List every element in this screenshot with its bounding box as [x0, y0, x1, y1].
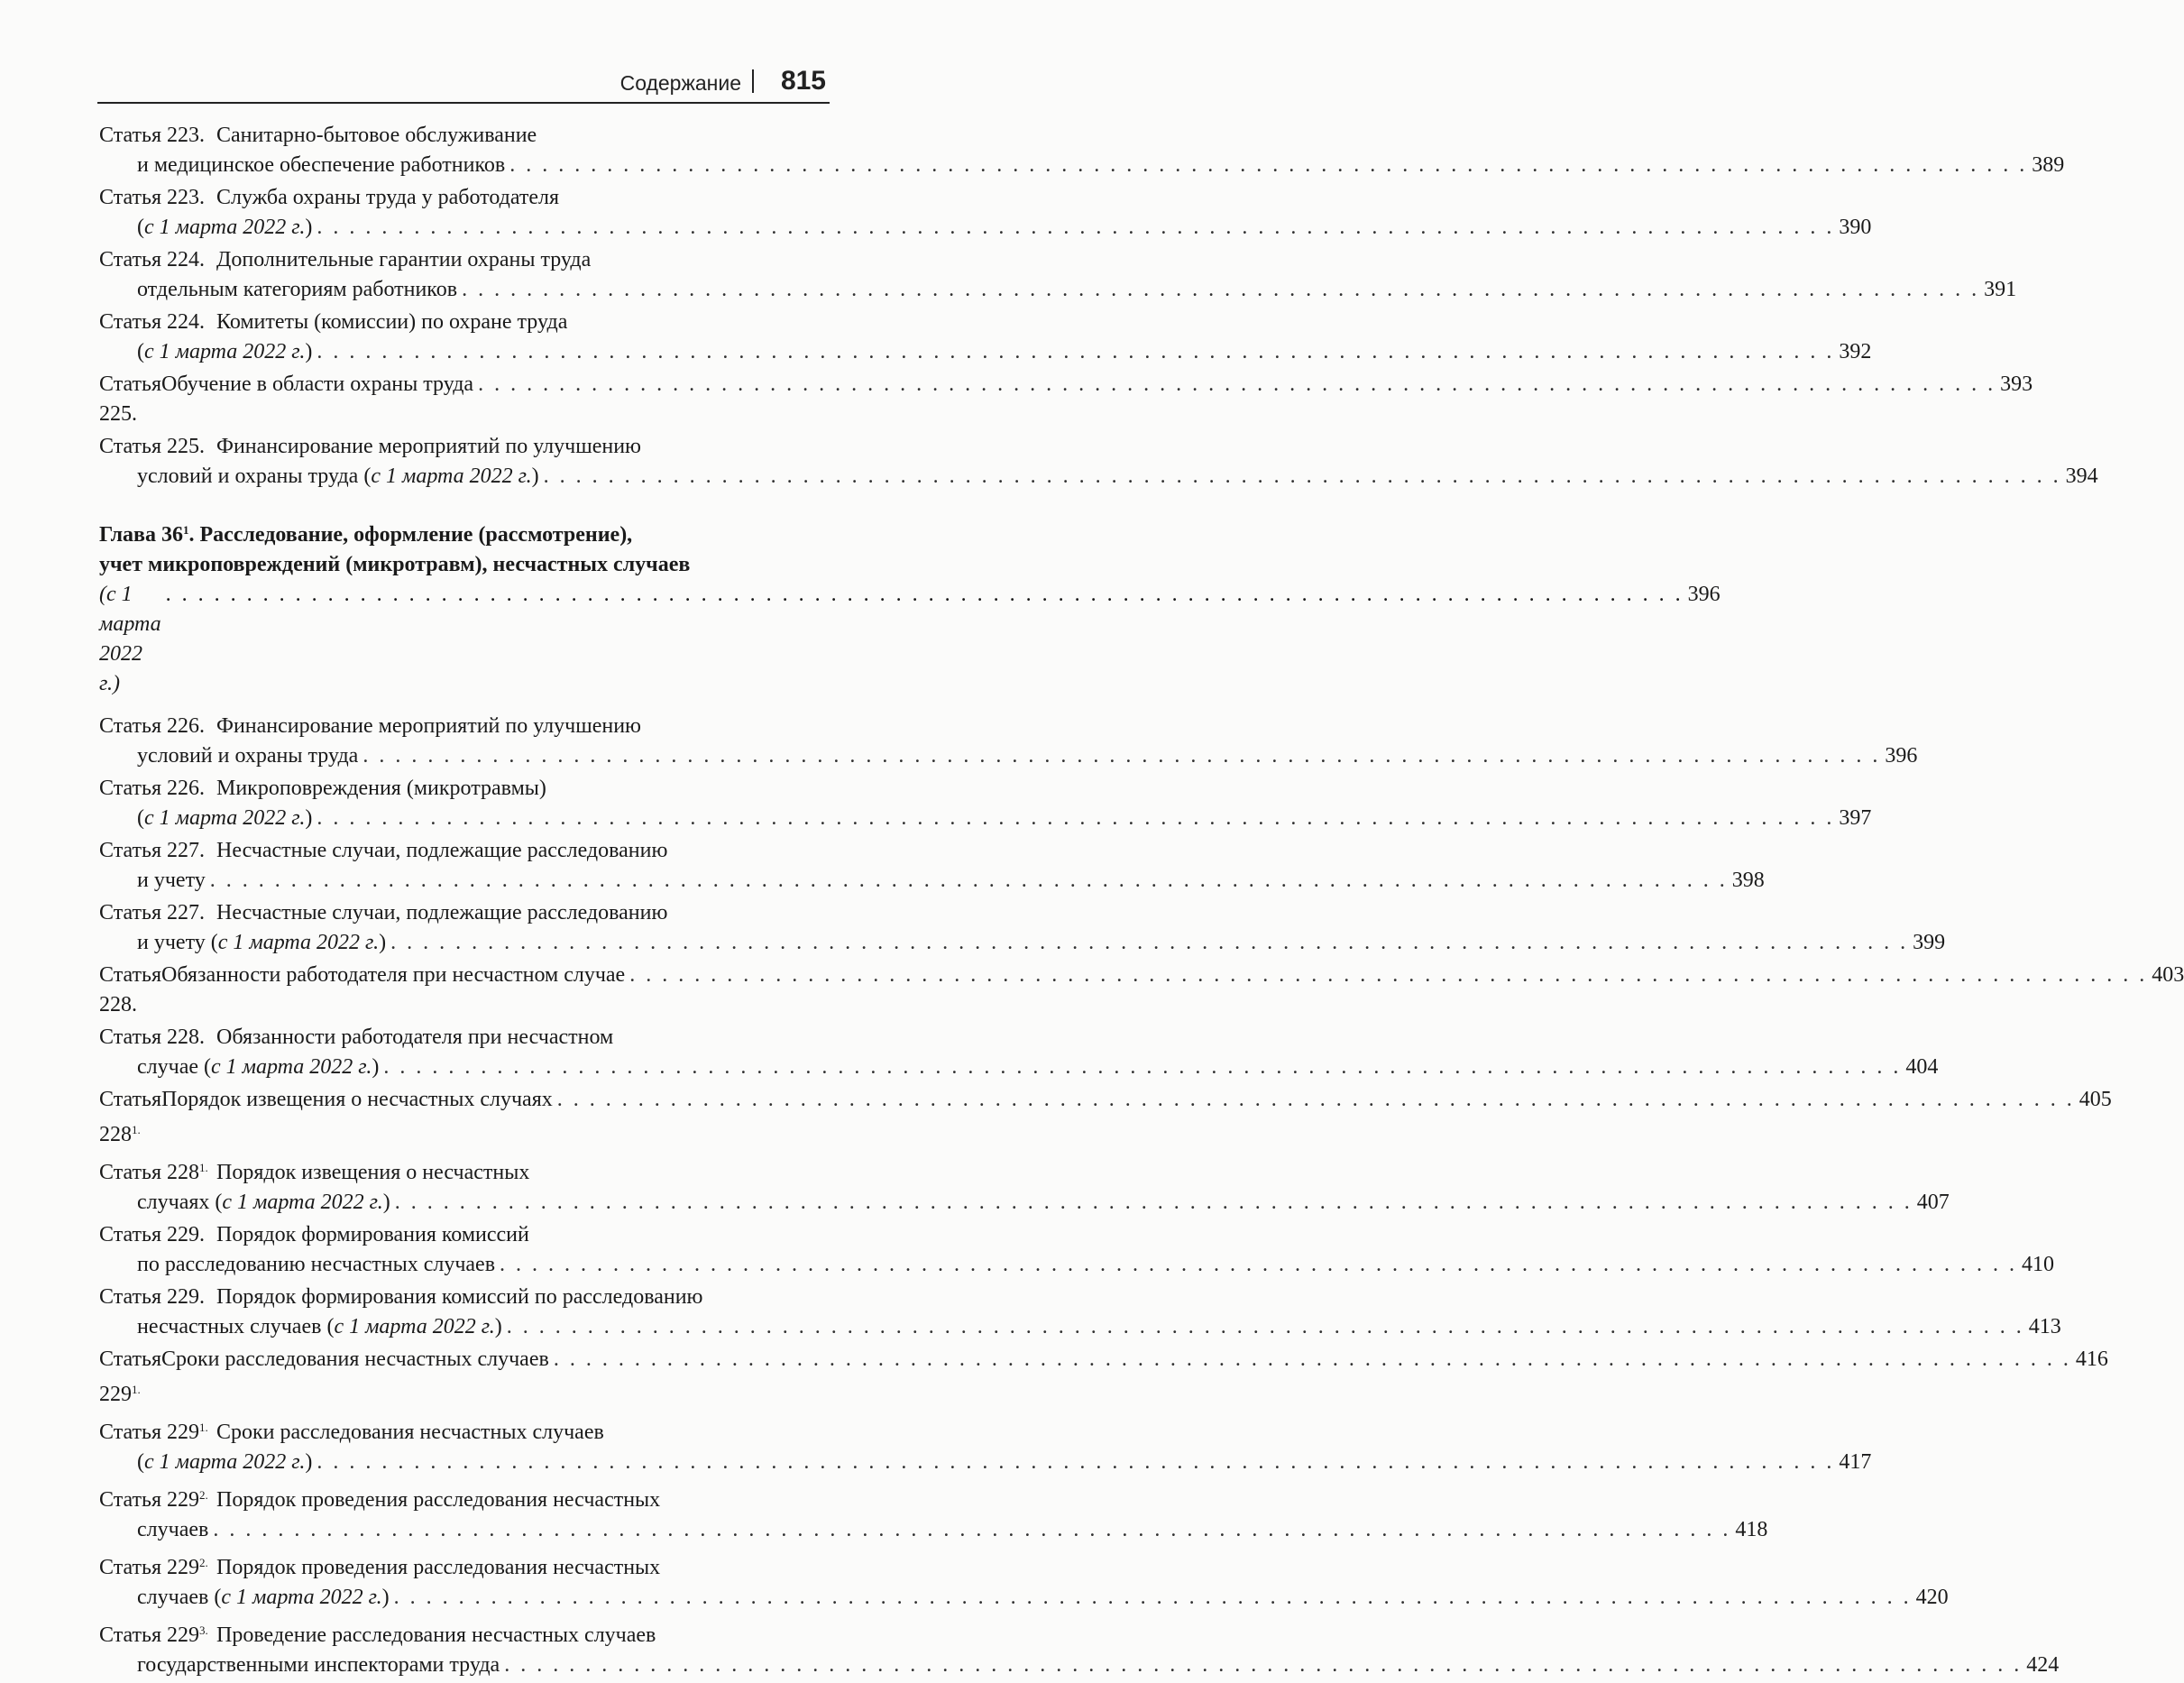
entry-page: 389 [2032, 153, 2065, 177]
chapter-page: 396 [1687, 583, 1721, 606]
article-label: Статья $229^{2.}$ [99, 1556, 208, 1579]
toc-entry [99, 308, 1872, 367]
toc-entry [99, 183, 1872, 243]
entry-page: 404 [1905, 1055, 1939, 1079]
toc-entry [99, 1153, 1950, 1218]
section-title: Содержание [619, 71, 741, 95]
chapter-date: (с 1 марта 2022 г.) [99, 583, 161, 695]
entry-title-cont: и учету [137, 869, 206, 892]
article-label: Статья 227. [99, 839, 205, 862]
article-label: Статья 223. [99, 124, 205, 147]
page-number: 815 [780, 66, 826, 96]
entry-title: Служба охраны труда у работодателя [216, 186, 560, 209]
entry-title-cont: случаев (с 1 марта 2022 г.) [137, 1586, 390, 1609]
toc-entry [99, 121, 2065, 180]
toc-entry [99, 245, 2017, 305]
entry-title-cont: случаях (с 1 марта 2022 г.) [137, 1191, 390, 1214]
entry-title: Порядок проведения расследования несчастных [216, 1488, 661, 1512]
dot-leader: . . . . . . . . . . . . . . . . . . . . . . . . . . . . . . . . . . . . . . . . . . . . . . . . . . . . . . . . . . . . . . . . . . . . . . . . . . . . . . . . . . . . . . . . . . . . . . [500, 1253, 2018, 1276]
entry-page: 391 [1984, 278, 2017, 301]
dot-leader: . . . . . . . . . . . . . . . . . . . . . . . . . . . . . . . . . . . . . . . . . . . . . . . . . . . . . . . . . . . . . . . . . . . . . . . . . . . . . . . . . . . . . . . . . . . . . . [509, 153, 2028, 177]
entry-page: 420 [1915, 1586, 1949, 1609]
chapter-title-line-1 [99, 515, 825, 550]
dot-leader: . . . . . . . . . . . . . . . . . . . . . . . . . . . . . . . . . . . . . . . . . . . . . . . . . . . . . . . . . . . . . . . . . . . . . . . . . . . . . . . . . . . . . . . . . . . . . . [543, 464, 2061, 488]
entry-page: 424 [2026, 1653, 2060, 1677]
dot-leader: . . . . . . . . . . . . . . . . . . . . . . . . . . . . . . . . . . . . . . . . . . . . . . . . . . . . . . . . . . . . . . . . . . . . . . . . . . . . . . . . . . . . . . . . . . . . . . [462, 278, 1980, 301]
article-label: Статья 224. [99, 310, 205, 334]
article-label: Статья $228^{1.}$ [99, 1161, 208, 1184]
article-label: Статья 229. [99, 1285, 205, 1309]
article-sup: 1. [132, 1123, 141, 1136]
entry-title: Порядок формирования комиссий по расследованию [216, 1285, 703, 1309]
dot-leader: . . . . . . . . . . . . . . . . . . . . . . . . . . . . . . . . . . . . . . . . . . . . . . . . . . . . . . . . . . . . . . . . . . . . . . . . . . . . . . . . . . . . . . . . . . . . . . [317, 806, 1835, 830]
toc-entry [99, 370, 2033, 429]
article-sup: 1. [198, 1421, 208, 1434]
entry-page: 416 [2075, 1347, 2108, 1371]
entry-title: Проведение расследования несчастных случаев [216, 1623, 656, 1647]
entry-page: 407 [1916, 1191, 1950, 1214]
dot-leader: . . . . . . . . . . . . . . . . . . . . . . . . . . . . . . . . . . . . . . . . . . . . . . . . . . . . . . . . . . . . . . . . . . . . . . . . . . . . . . . . . . . . . . . . . . . . . . [317, 340, 1835, 363]
toc-entry [99, 1283, 2061, 1342]
dot-leader: . . . . . . . . . . . . . . . . . . . . . . . . . . . . . . . . . . . . . . . . . . . . . . . . . . . . . . . . . . . . . . . . . . . . . . . . . . . . . . . . . . . . . . . . . . . . . . [504, 1653, 2023, 1677]
entry-title-cont: государственными инспекторами труда [137, 1653, 500, 1677]
chapter-heading [99, 515, 1721, 699]
toc-entry [99, 1345, 2108, 1410]
toc-entry [99, 1023, 1939, 1082]
entry-page: 397 [1839, 806, 1872, 830]
article-label: Статья 227. [99, 901, 205, 924]
article-label: Статья 226. [99, 714, 205, 738]
dot-leader: . . . . . . . . . . . . . . . . . . . . . . . . . . . . . . . . . . . . . . . . . . . . . . . . . . . . . . . . . . . . . . . . . . . . . . . . . . . . . . . . . . . . . . . . . . . . . . [165, 583, 1684, 606]
article-label: Статья $229^{1.}$ [99, 1347, 161, 1406]
article-label: Статья 228. [99, 1025, 205, 1049]
header-separator [752, 69, 754, 93]
entry-title: Обязанности работодателя при несчастном [216, 1025, 614, 1049]
entry-title-cont: (с 1 марта 2022 г.) [137, 1450, 313, 1474]
article-label: Статья 224. [99, 248, 205, 271]
entry-title-cont: по расследованию несчастных случаев [137, 1253, 496, 1276]
dot-leader: . . . . . . . . . . . . . . . . . . . . . . . . . . . . . . . . . . . . . . . . . . . . . . . . . . . . . . . . . . . . . . . . . . . . . . . . . . . . . . . . . . . . . . . . . . . . . . [209, 869, 1728, 892]
entry-title-cont: и медицинское обеспечение работников [137, 153, 506, 177]
entry-page: 413 [2028, 1315, 2061, 1338]
table-of-contents [99, 121, 2184, 1683]
toc-group-b [99, 712, 2184, 1680]
article-label: Статья 229. [99, 1223, 205, 1246]
dot-leader: . . . . . . . . . . . . . . . . . . . . . . . . . . . . . . . . . . . . . . . . . . . . . . . . . . . . . . . . . . . . . . . . . . . . . . . . . . . . . . . . . . . . . . . . . . . . . . [213, 1518, 1731, 1541]
entry-page: 392 [1839, 340, 1872, 363]
toc-entry [99, 1615, 2060, 1680]
toc-entry [99, 712, 1918, 771]
entry-title-cont: случае (с 1 марта 2022 г.) [137, 1055, 380, 1079]
entry-title: Финансирование мероприятий по улучшению [216, 435, 641, 458]
entry-page: 405 [2078, 1088, 2112, 1111]
dot-leader: . . . . . . . . . . . . . . . . . . . . . . . . . . . . . . . . . . . . . . . . . . . . . . . . . . . . . . . . . . . . . . . . . . . . . . . . . . . . . . . . . . . . . . . . . . . . . . [394, 1191, 1913, 1214]
entry-title: Микроповреждения (микротравмы) [216, 777, 546, 800]
entry-page: 417 [1839, 1450, 1872, 1474]
article-sup: 2. [198, 1556, 208, 1569]
dot-leader: . . . . . . . . . . . . . . . . . . . . . . . . . . . . . . . . . . . . . . . . . . . . . . . . . . . . . . . . . . . . . . . . . . . . . . . . . . . . . . . . . . . . . . . . . . . . . . [362, 744, 1881, 768]
toc-entry [99, 1412, 1872, 1477]
entry-title-cont: (с 1 марта 2022 г.) [137, 806, 313, 830]
chapter-title-line-2: учет микроповреждений (микротравм), несчастных случаев [99, 553, 691, 576]
article-sup: 2. [198, 1488, 208, 1502]
dot-leader: . . . . . . . . . . . . . . . . . . . . . . . . . . . . . . . . . . . . . . . . . . . . . . . . . . . . . . . . . . . . . . . . . . . . . . . . . . . . . . . . . . . . . . . . . . . . . . [506, 1315, 2024, 1338]
entry-page: 398 [1731, 869, 1765, 892]
entry-page: 410 [2022, 1253, 2055, 1276]
entry-title: Порядок извещения о несчастных [216, 1161, 530, 1184]
entry-title-cont: (с 1 марта 2022 г.) [137, 216, 313, 239]
article-label: Статья 223. [99, 186, 205, 209]
entry-page: 399 [1913, 931, 1946, 954]
dot-leader: . . . . . . . . . . . . . . . . . . . . . . . . . . . . . . . . . . . . . . . . . . . . . . . . . . . . . . . . . . . . . . . . . . . . . . . . . . . . . . . . . . . . . . . . . . . . . . [629, 963, 2148, 987]
article-label: Статья 225. [99, 435, 205, 458]
entry-page: 396 [1885, 744, 1918, 768]
article-sup: 3. [198, 1623, 208, 1637]
dot-leader: . . . . . . . . . . . . . . . . . . . . . . . . . . . . . . . . . . . . . . . . . . . . . . . . . . . . . . . . . . . . . . . . . . . . . . . . . . . . . . . . . . . . . . . . . . . . . . [317, 216, 1835, 239]
toc-entry [99, 1085, 2112, 1150]
toc-entry [99, 774, 1872, 833]
article-sup: 1. [198, 1161, 208, 1174]
dot-leader: . . . . . . . . . . . . . . . . . . . . . . . . . . . . . . . . . . . . . . . . . . . . . . . . . . . . . . . . . . . . . . . . . . . . . . . . . . . . . . . . . . . . . . . . . . . . . . [478, 372, 1996, 396]
article-label: Статья $229^{1.}$ [99, 1421, 208, 1444]
chapter-title: Глава 36 [99, 523, 183, 547]
entry-title-cont: несчастных случаев (с 1 марта 2022 г.) [137, 1315, 502, 1338]
chapter-sup: 1 [183, 523, 189, 537]
entry-title: Обязанности работодателя при несчастном случае [161, 963, 626, 987]
running-header [97, 68, 830, 104]
entry-title: Несчастные случаи, подлежащие расследованию [216, 839, 668, 862]
article-label: Статья $229^{3.}$ [99, 1623, 208, 1647]
entry-title: Порядок извещения о несчастных случаях [161, 1088, 553, 1111]
entry-title: Порядок проведения расследования несчастных [216, 1556, 661, 1579]
article-label: Статья $228^{1.}$ [99, 1088, 161, 1146]
entry-title-cont: отдельным категориям работников [137, 278, 458, 301]
article-label: Статья 226. [99, 777, 205, 800]
dot-leader: . . . . . . . . . . . . . . . . . . . . . . . . . . . . . . . . . . . . . . . . . . . . . . . . . . . . . . . . . . . . . . . . . . . . . . . . . . . . . . . . . . . . . . . . . . . . . . [393, 1586, 1912, 1609]
entry-title-cont: условий и охраны труда [137, 744, 359, 768]
toc-entry [99, 961, 2184, 1020]
entry-page: 393 [2000, 372, 2033, 396]
dot-leader: . . . . . . . . . . . . . . . . . . . . . . . . . . . . . . . . . . . . . . . . . . . . . . . . . . . . . . . . . . . . . . . . . . . . . . . . . . . . . . . . . . . . . . . . . . . . . . [556, 1088, 2075, 1111]
entry-page: 394 [2065, 464, 2098, 488]
toc-entry [99, 1548, 1949, 1613]
dot-leader: . . . . . . . . . . . . . . . . . . . . . . . . . . . . . . . . . . . . . . . . . . . . . . . . . . . . . . . . . . . . . . . . . . . . . . . . . . . . . . . . . . . . . . . . . . . . . . [390, 931, 1909, 954]
entry-page: 418 [1735, 1518, 1768, 1541]
entry-title: Дополнительные гарантии охраны труда [216, 248, 592, 271]
entry-title: Сроки расследования несчастных случаев [216, 1421, 604, 1444]
entry-title: Сроки расследования несчастных случаев [161, 1347, 549, 1371]
article-sup: 1. [132, 1383, 141, 1396]
entry-page: 390 [1839, 216, 1872, 239]
entry-title: Санитарно-бытовое обслуживание [216, 124, 537, 147]
entry-title-cont: условий и охраны труда (с 1 марта 2022 г.) [137, 464, 539, 488]
entry-title: Обучение в области охраны труда [161, 372, 474, 396]
entry-title: Финансирование мероприятий по улучшению [216, 714, 641, 738]
toc-entry [99, 898, 1946, 958]
toc-entry [99, 836, 1765, 896]
toc-entry [99, 1480, 1768, 1545]
entry-page: 403 [2152, 963, 2184, 987]
article-label: Статья 225. [99, 372, 161, 426]
entry-title: Комитеты (комиссии) по охране труда [216, 310, 568, 334]
entry-title: Порядок формирования комиссий [216, 1223, 529, 1246]
dot-leader: . . . . . . . . . . . . . . . . . . . . . . . . . . . . . . . . . . . . . . . . . . . . . . . . . . . . . . . . . . . . . . . . . . . . . . . . . . . . . . . . . . . . . . . . . . . . . . [317, 1450, 1835, 1474]
entry-title-cont: случаев [137, 1518, 209, 1541]
chapter-title-rest: . Расследование, оформление (рассмотрение), [188, 523, 633, 547]
article-label: Статья 228. [99, 963, 161, 1016]
article-label: Статья $229^{2.}$ [99, 1488, 208, 1512]
entry-title-cont: (с 1 марта 2022 г.) [137, 340, 313, 363]
entry-title-cont: и учету (с 1 марта 2022 г.) [137, 931, 387, 954]
toc-group-a [99, 121, 2098, 492]
dot-leader: . . . . . . . . . . . . . . . . . . . . . . . . . . . . . . . . . . . . . . . . . . . . . . . . . . . . . . . . . . . . . . . . . . . . . . . . . . . . . . . . . . . . . . . . . . . . . . [553, 1347, 2071, 1371]
toc-entry [99, 432, 2098, 492]
entry-title: Несчастные случаи, подлежащие расследованию [216, 901, 668, 924]
toc-entry [99, 1220, 2055, 1280]
dot-leader: . . . . . . . . . . . . . . . . . . . . . . . . . . . . . . . . . . . . . . . . . . . . . . . . . . . . . . . . . . . . . . . . . . . . . . . . . . . . . . . . . . . . . . . . . . . . . . [383, 1055, 1902, 1079]
